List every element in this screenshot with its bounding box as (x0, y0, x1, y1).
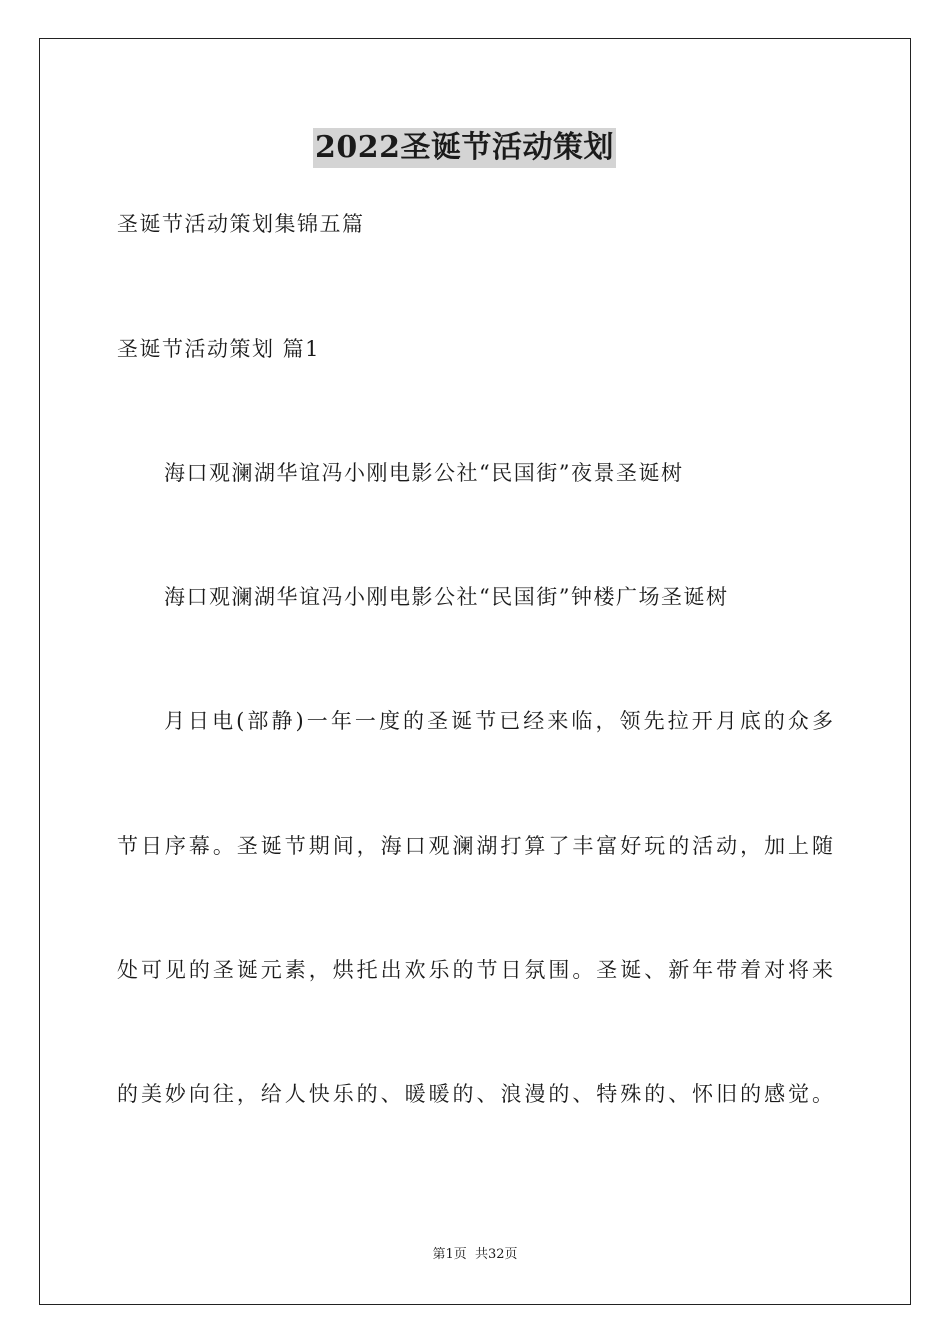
body-line: 月日电(部静)一年一度的圣诞节已经来临，领先拉开月底的众多 (164, 709, 833, 733)
paragraph-line: 海口观澜湖华谊冯小刚电影公社“民国街”夜景圣诞树 (164, 461, 684, 485)
document-title: 2022圣诞节活动策划 (313, 128, 616, 168)
document-subtitle: 圣诞节活动策划集锦五篇 (117, 212, 365, 236)
body-line: 处可见的圣诞元素，烘托出欢乐的节日氛围。圣诞、新年带着对将来 (117, 958, 833, 982)
paragraph-line: 海口观澜湖华谊冯小刚电影公社“民国街”钟楼广场圣诞树 (164, 585, 729, 609)
page-number: 第1页 共32页 (432, 1247, 518, 1262)
body-line: 的美妙向往，给人快乐的、暖暖的、浪漫的、特殊的、怀旧的感觉。 (117, 1082, 833, 1106)
body-line: 节日序幕。圣诞节期间，海口观澜湖打算了丰富好玩的活动，加上随 (117, 834, 833, 858)
section-heading: 圣诞节活动策划 篇1 (117, 337, 321, 361)
